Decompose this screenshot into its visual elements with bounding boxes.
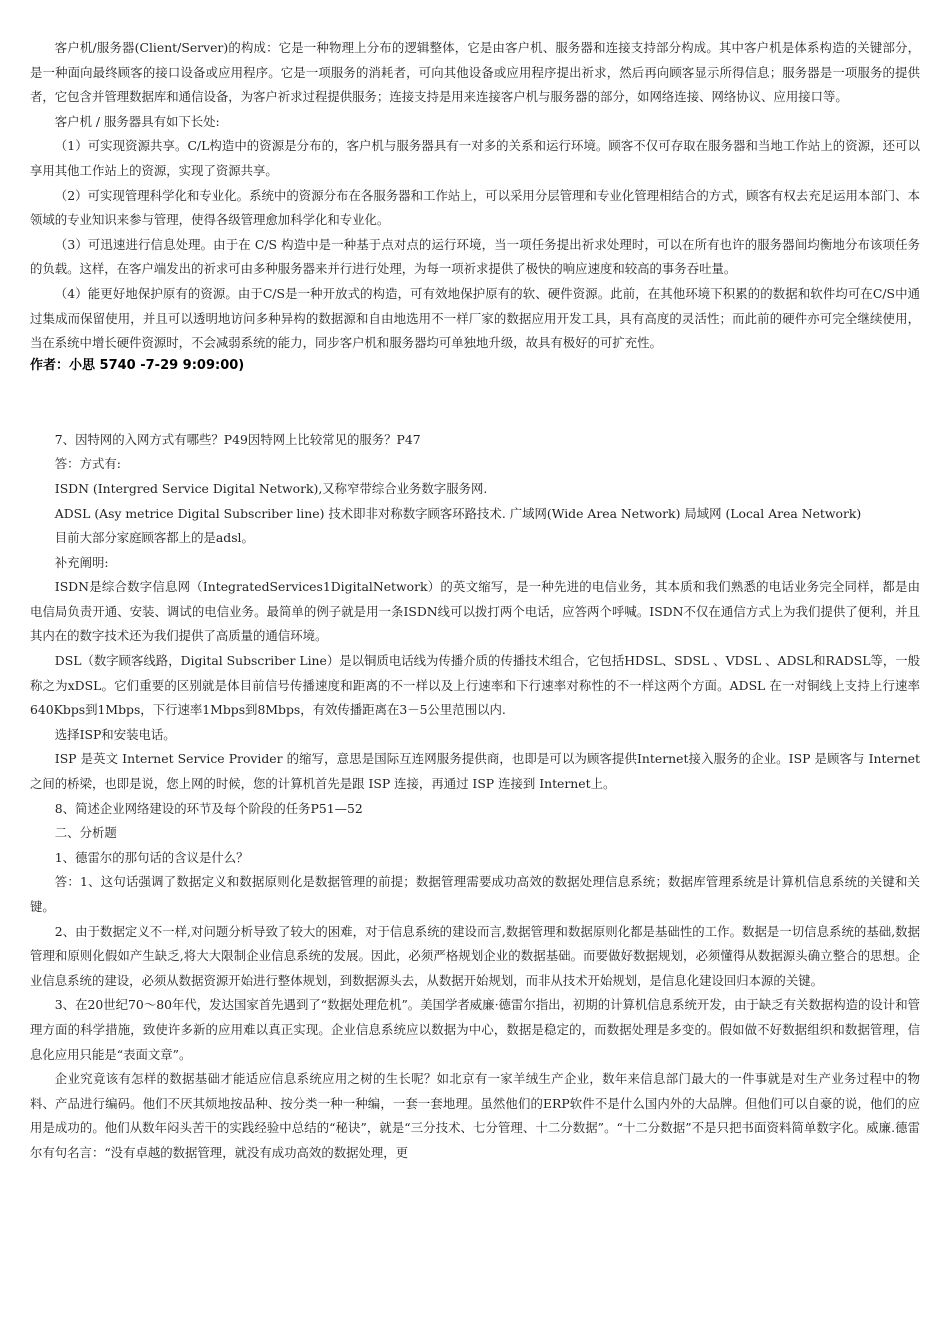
question-7: 7、因特网的入网方式有哪些？P49因特网上比较常见的服务？P47	[54, 431, 421, 447]
answer-7-heading: 答：方式有:	[54, 456, 121, 472]
paragraph-cs-advantages-heading: 客户机 / 服务器具有如下长处:	[54, 113, 220, 129]
supplement-isp: ISP 是英文 Internet Service Provider 的缩写，意思是国际互连网服务提供商，也即是可以为顾客提供Internet接入服务的企业。ISP 是顾客与 Internet 之间的桥梁，也即是说，您上网的时候，您的计算机首先是跟 ISP 连接，再通过 ISP 连接到 Internet上。	[30, 751, 920, 792]
supplement-isp-heading: 选择ISP和安装电话。	[54, 726, 176, 742]
paragraph-cs-definition: 客户机/服务器(Client/Server)的构成：它是一种物理上分布的逻辑整体，它是由客户机、服务器和连接支持部分构成。其中客户机是体系构造的关键部分，是一种面向最终顾客的接口设备或应用程序。它是一项服务的消耗者，可向其他设备或应用程序提出祈求，然后再向顾客显示所得信息；服务器是一项服务的提供者，它包含并管理数据库和通信设备，为客户祈求过程提供服务；连接支持是用来连接客户机与服务器的部分，如网络连接、网络协议、应用接口等。	[30, 40, 920, 105]
paragraph-advantage-3: （3）可迅速进行信息处理。由于在 C/S 构造中是一种基于点对点的运行环境，当一项任务提出祈求处理时，可以在所有也许的服务器间均衡地分布该项任务的负载。这样，在客户端发出的祈求可由多种服务器来并行进行处理，为每一项祈求提供了极快的响应速度和较高的事务吞吐量。	[30, 236, 920, 277]
supplement-isdn: ISDN是综合数字信息网（IntegratedServices1DigitalNetwork）的英文缩写，是一种先进的电信业务，其本质和我们熟悉的电话业务完全同样，都是由电信局负责开通、安装、调试的电信业务。最简单的例子就是用一条ISDN线可以拨打两个电话，应答两个呼喊。ISDN不仅在通信方式上为我们提供了便利，并且其内在的数字技术还为我们提供了高质量的通信环境。	[30, 579, 920, 644]
paragraph-advantage-2: （2）可实现管理科学化和专业化。系统中的资源分布在各服务器和工作站上，可以采用分层管理和专业化管理相结合的方式，顾客有权去充足运用本部门、本领域的专业知识来参与管理，使得各级管理愈加科学化和专业化。	[30, 187, 920, 228]
analysis-answer-3: 3、在20世纪70～80年代，发达国家首先遇到了“数据处理危机”。美国学者威廉·德雷尔指出，初期的计算机信息系统开发，由于缺乏有关数据构造的设计和管理方面的科学措施，致使许多新的应用难以真正实现。企业信息系统应以数据为中心，数据是稳定的，而数据处理是多变的。假如做不好数据组织和数据管理，信息化应用只能是“表面文章”。	[30, 997, 920, 1062]
analysis-answer-2: 2、由于数据定义不一样,对问题分析导致了较大的困难，对于信息系统的建设而言,数据管理和数据原则化都是基础性的工作。数据是一切信息系统的基础,数据管理和原则化假如产生缺乏,将大大限制企业信息系统的发展。因此，必须严格规划企业的数据基础。而要做好数据规划，必须懂得从数据源头确立整合的思想。企业信息系统的建设，必须从数据资源开始进行整体规划，到数据源头去，从数据开始规划，而非从技术开始规划，是信息化建设回归本源的关键。	[30, 923, 920, 988]
section-internet-questions	[30, 428, 920, 1166]
answer-isdn: ISDN (Intergred Service Digital Network),又称窄带综合业务数字服务网.	[54, 480, 488, 496]
paragraph-advantage-1: （1）可实现资源共享。C/L构造中的资源是分布的，客户机与服务器具有一对多的关系和运行环境。顾客不仅可存取在服务器和当地工作站上的资源，还可以享用其他工作站上的资源，实现了资源共享。	[30, 138, 920, 178]
author-line: 作者：小思 5740 -7-29 9:09:00)	[30, 357, 245, 373]
supplement-dsl: DSL（数字顾客线路，Digital Subscriber Line）是以铜质电话线为传播介质的传播技术组合，它包括HDSL、SDSL 、VDSL 、ADSL和RADSL等，一般称之为xDSL。它们重要的区别就是体目前信号传播速度和距离的不一样以及上行速率和下行速率对称性的不一样这两个方面。ADSL 在一对铜线上支持上行速率640Kbps到1Mbps，下行速率1Mbps到8Mbps，有效传播距离在3－5公里范围以内.	[30, 653, 920, 718]
question-8: 8、简述企业网络建设的环节及每个阶段的任务P51—52	[54, 800, 363, 816]
paragraph-advantage-4: （4）能更好地保护原有的资源。由于C/S是一种开放式的构造，可有效地保护原有的软、硬件资源。此前，在其他环境下积累的的数据和软件均可在C/S中通过集成而保留使用，并且可以透明地访问多种异构的数据源和自由地选用不一样厂家的数据应用开发工具，具有高度的灵活性；而此前的硬件亦可完全继续使用，当在系统中增长硬件资源时，不会减弱系统的能力，同步客户机和服务器均可单独地升级，故具有极好的可扩充性。	[30, 285, 920, 351]
document-page	[30, 36, 920, 1166]
analysis-answer-1: 答：1、这句话强调了数据定义和数据原则化是数据管理的前提；数据管理需要成功高效的数据处理信息系统；数据库管理系统是计算机信息系统的关键和关键。	[30, 874, 920, 914]
analysis-heading: 二、分析题	[54, 825, 117, 841]
section-client-server	[30, 36, 920, 376]
analysis-example-paragraph: 企业究竟该有怎样的数据基础才能适应信息系统应用之树的生长呢？如北京有一家羊绒生产企业，数年来信息部门最大的一件事就是对生产业务过程中的物料、产品进行编码。他们不厌其烦地按品种、按分类一种一种编，一套一套地理。虽然他们的ERP软件不是什么国内外的大品牌。但他们可以自豪的说，他们的应用是成功的。他们从数年闷头苦干的实践经验中总结的“秘诀”，就是“三分技术、七分管理、十二分数据”。“十二分数据”不是只把书面资料简单数字化。威廉.德雷尔有句名言：“没有卓越的数据管理，就没有成功高效的数据处理，更	[30, 1071, 920, 1160]
supplement-heading: 补充阐明:	[54, 554, 109, 570]
answer-adsl-users: 目前大部分家庭顾客都上的是adsl。	[54, 530, 254, 546]
answer-adsl: ADSL (Asy metrice Digital Subscriber line) 技术即非对称数字顾客环路技术. 广域网(Wide Area Network) 局域网 (Local Area Network)	[54, 505, 862, 521]
analysis-question-1: 1、德雷尔的那句话的含议是什么？	[54, 849, 249, 865]
